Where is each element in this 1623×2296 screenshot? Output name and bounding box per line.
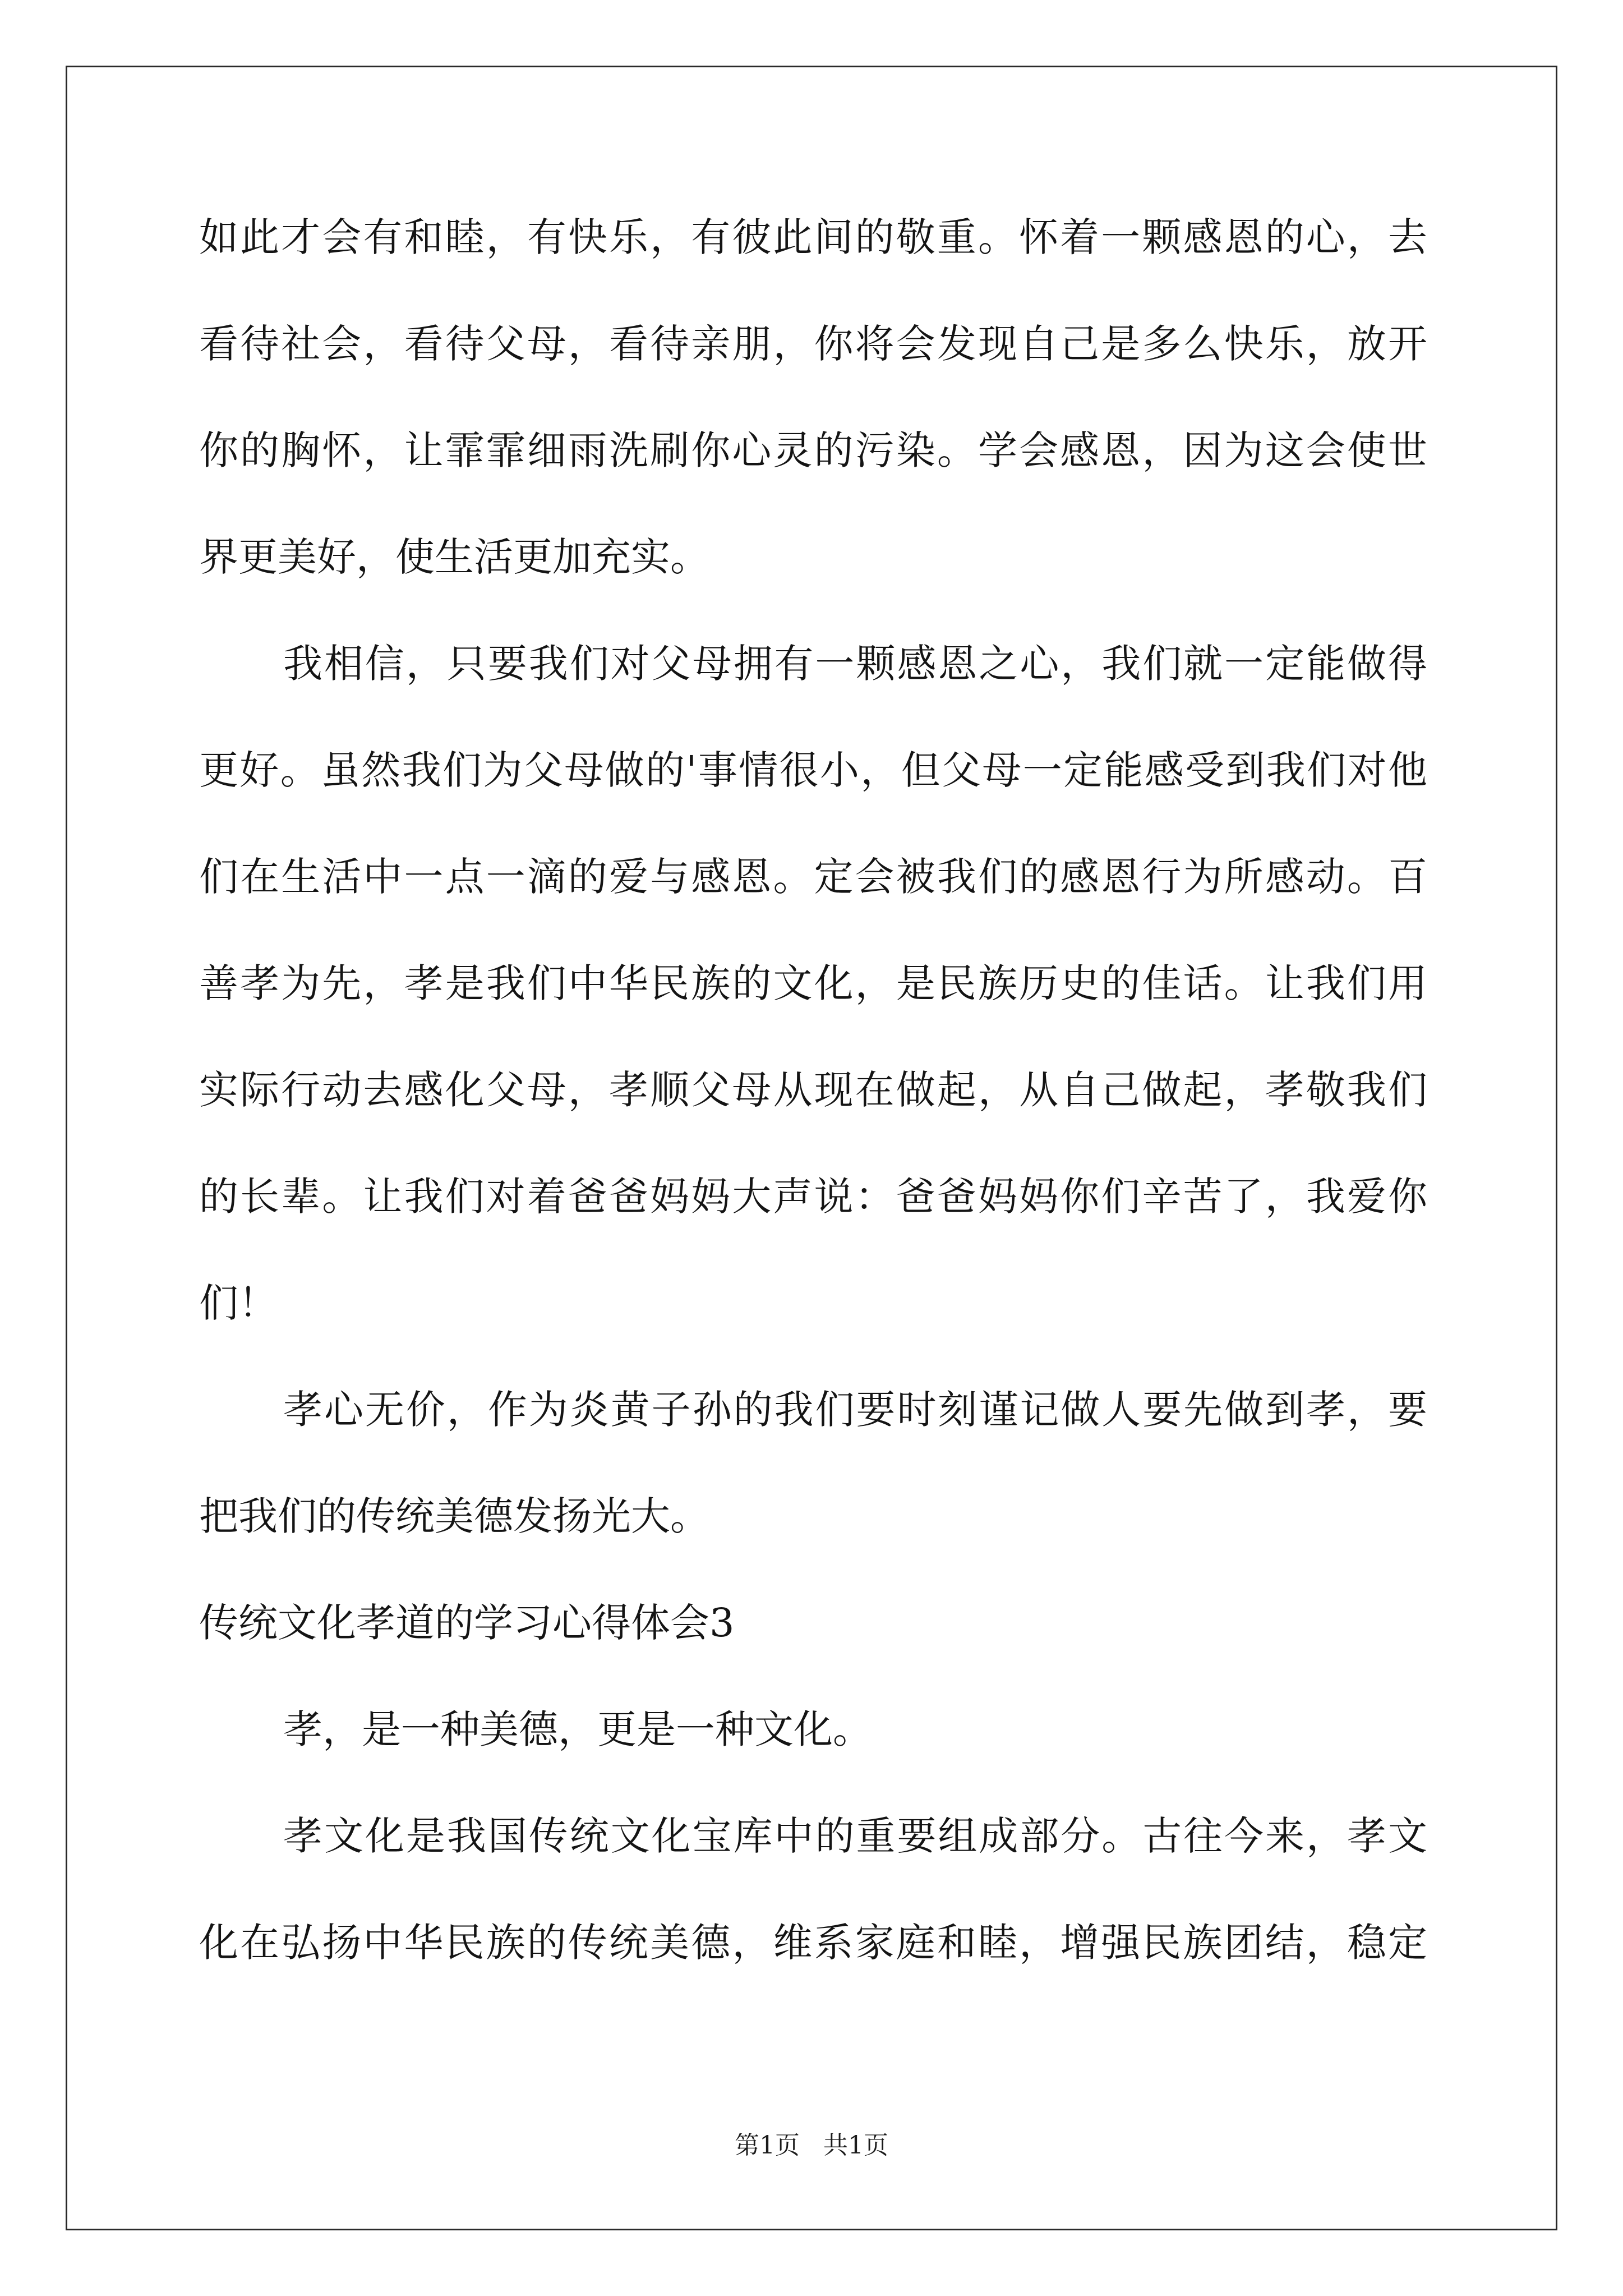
page-total: 共1页: [823, 2131, 888, 2160]
text-line: 孝文化是我国传统文化宝库中的重要组成部分。古往今来，孝文: [283, 1813, 1427, 1859]
page-number: 第1页: [735, 2131, 800, 2160]
text-line: 孝心无价，作为炎黄子孙的我们要时刻谨记做人要先做到孝，要: [283, 1387, 1427, 1433]
section-heading: 传统文化孝道的学习心得体会3: [199, 1600, 735, 1646]
text-line: 你的胸怀，让霏霏细雨洗刷你心灵的污染。学会感恩，因为这会使世: [199, 427, 1427, 473]
text-line: 们在生活中一点一滴的爱与感恩。定会被我们的感恩行为所感动。百: [199, 854, 1427, 900]
text-line: 化在弘扬中华民族的传统美德，维系家庭和睦，增强民族团结，稳定: [199, 1920, 1427, 1966]
text-line: 如此才会有和睦，有快乐，有彼此间的敬重。怀着一颗感恩的心，去: [199, 214, 1427, 260]
text-line: 我相信，只要我们对父母拥有一颗感恩之心，我们就一定能做得: [283, 641, 1427, 687]
text-line: 实际行动去感化父母，孝顺父母从现在做起，从自己做起，孝敬我们: [199, 1067, 1427, 1113]
text-line: 们！: [199, 1280, 278, 1326]
text-line: 看待社会，看待父母，看待亲朋，你将会发现自己是多么快乐，放开: [199, 321, 1427, 367]
document-body: [199, 210, 1427, 2022]
text-line: 把我们的传统美德发扬光大。: [199, 1493, 709, 1539]
page-footer: [0, 2125, 1623, 2161]
text-line: 更好。虽然我们为父母做的'事情很小，但父母一定能感受到我们对他: [199, 747, 1427, 793]
text-line: 孝，是一种美德，更是一种文化。: [283, 1706, 872, 1752]
text-line: 的长辈。让我们对着爸爸妈妈大声说：爸爸妈妈你们辛苦了，我爱你: [199, 1174, 1427, 1220]
text-line: 界更美好，使生活更加充实。: [199, 534, 709, 580]
text-line: 善孝为先，孝是我们中华民族的文化，是民族历史的佳话。让我们用: [199, 960, 1427, 1006]
